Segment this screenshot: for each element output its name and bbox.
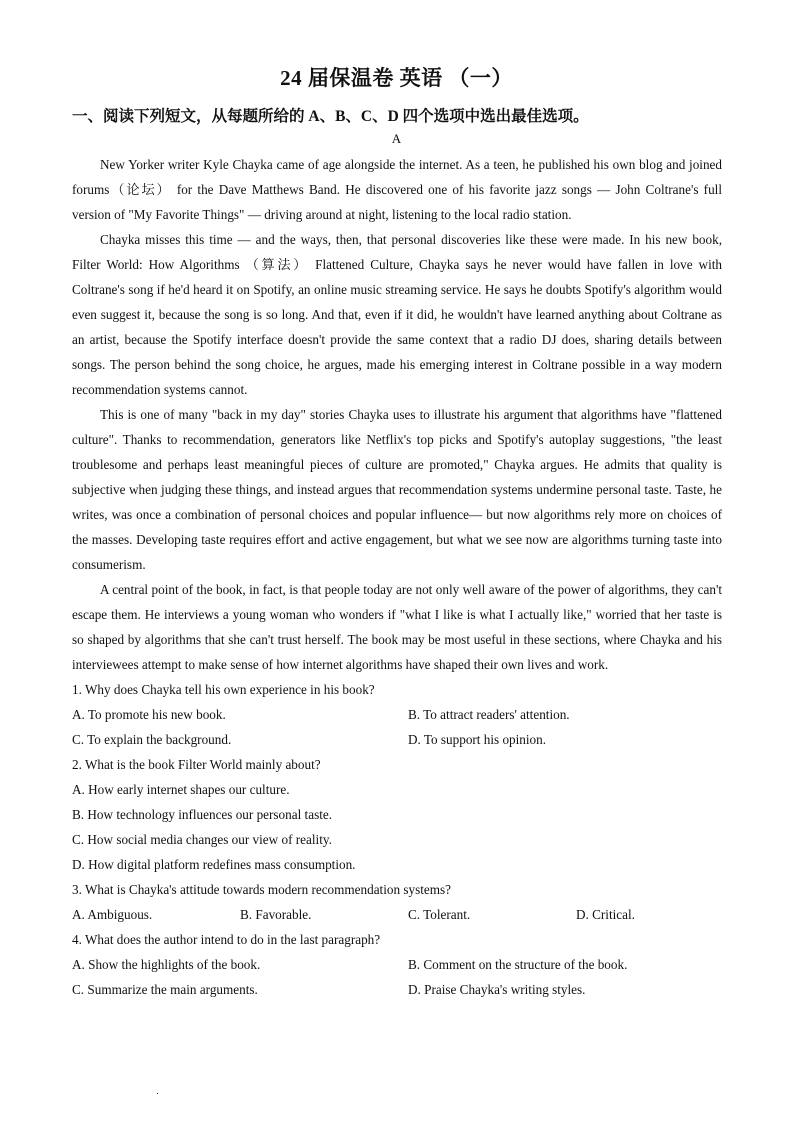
option-d: D. To support his opinion. xyxy=(408,732,547,747)
passage xyxy=(72,152,722,677)
option-b: B. How technology influences our personal taste. xyxy=(72,807,333,822)
passage-label: A xyxy=(391,131,402,146)
passage-paragraph: A central point of the book, in fact, is that people today are not only well aware of the power of algorithms, they can't escape them. He interviews a young woman who wonders if "what I like is what I actually like," worried that her taste is so shaped by algorithms that she can't trust herself. The book may be most useful in these sections, where Chayka and his interviewees attempt to make sense of how internet algorithms have shaped their own lives and work. xyxy=(72,582,722,672)
options xyxy=(72,952,722,1002)
question-stem: 1. Why does Chayka tell his own experience in his book? xyxy=(72,682,375,697)
document-body xyxy=(72,152,722,1002)
option-a: A. Ambiguous. xyxy=(72,907,153,922)
passage-paragraph: New Yorker writer Kyle Chayka came of age alongside the internet. As a teen, he published his own blog and joined forums（论坛） for the Dave Matthews Band. He discovered one of his favorite jazz songs — John Coltrane's full version of "My Favorite Things" — driving around at night, listening to the local radio station. xyxy=(72,157,722,222)
option-a: A. Show the highlights of the book. xyxy=(72,957,261,972)
option-c: C. Tolerant. xyxy=(408,907,471,922)
question-4 xyxy=(72,927,722,1002)
options xyxy=(72,902,722,927)
question-3 xyxy=(72,877,722,927)
option-d: D. Praise Chayka's writing styles. xyxy=(408,982,586,997)
stray-mark xyxy=(157,1093,158,1094)
option-b: B. Comment on the structure of the book. xyxy=(408,957,628,972)
question-stem: 4. What does the author intend to do in the last paragraph? xyxy=(72,932,381,947)
option-b: B. To attract readers' attention. xyxy=(408,707,570,722)
option-c: C. Summarize the main arguments. xyxy=(72,982,258,997)
option-c: C. How social media changes our view of reality. xyxy=(72,832,332,847)
page-title: 24 届保温卷 英语 （一） xyxy=(280,66,513,90)
option-a: A. How early internet shapes our culture. xyxy=(72,782,290,797)
passage-paragraph: Chayka misses this time — and the ways, then, that personal discoveries like these were made. In his new book, Filter World: How Algorithms （算法） Flattened Culture, Chayka says he never would have fallen in love with Coltrane's song if he'd heard it on Spotify, an online music streaming service. He says he doubts Spotify's algorithm would even suggest it, because the song is so long. And that, even if it did, he wouldn't have learned anything about Coltrane as an artist, because the Spotify interface doesn't provide the same context that a radio DJ does, sharing details between songs. The person behind the song choice, he argues, made his emerging interest in Coltrane possible in a way modern recommendation systems cannot. xyxy=(72,232,722,397)
option-d: D. How digital platform redefines mass consumption. xyxy=(72,857,356,872)
option-c: C. To explain the background. xyxy=(72,732,232,747)
option-d: D. Critical. xyxy=(576,907,635,922)
option-b: B. Favorable. xyxy=(240,907,312,922)
question-1 xyxy=(72,677,722,752)
question-2 xyxy=(72,752,722,877)
question-stem: 3. What is Chayka's attitude towards modern recommendation systems? xyxy=(72,882,451,897)
passage-paragraph: This is one of many "back in my day" stories Chayka uses to illustrate his argument that algorithms have "flattened culture". Thanks to recommendation, generators like Netflix's top picks and Spotify's autoplay suggestions, "the least troublesome and perhaps least meaningful pieces of culture are promoted," Chayka argues. He admits that quality is subjective when judging these things, and instead argues that recommendation systems undermine personal taste. Taste, he writes, was once a combination of personal choices and popular influence— but now algorithms rely more on choices of the masses. Developing taste requires effort and active engagement, but what we see now are algorithms turning taste into consumerism. xyxy=(72,407,722,572)
question-stem: 2. What is the book Filter World mainly about? xyxy=(72,757,321,772)
option-a: A. To promote his new book. xyxy=(72,707,226,722)
section-instruction: 一、阅读下列短文，从每题所给的 A、B、C、D 四个选项中选出最佳选项。 xyxy=(72,108,589,125)
options xyxy=(72,777,722,877)
options xyxy=(72,702,722,752)
